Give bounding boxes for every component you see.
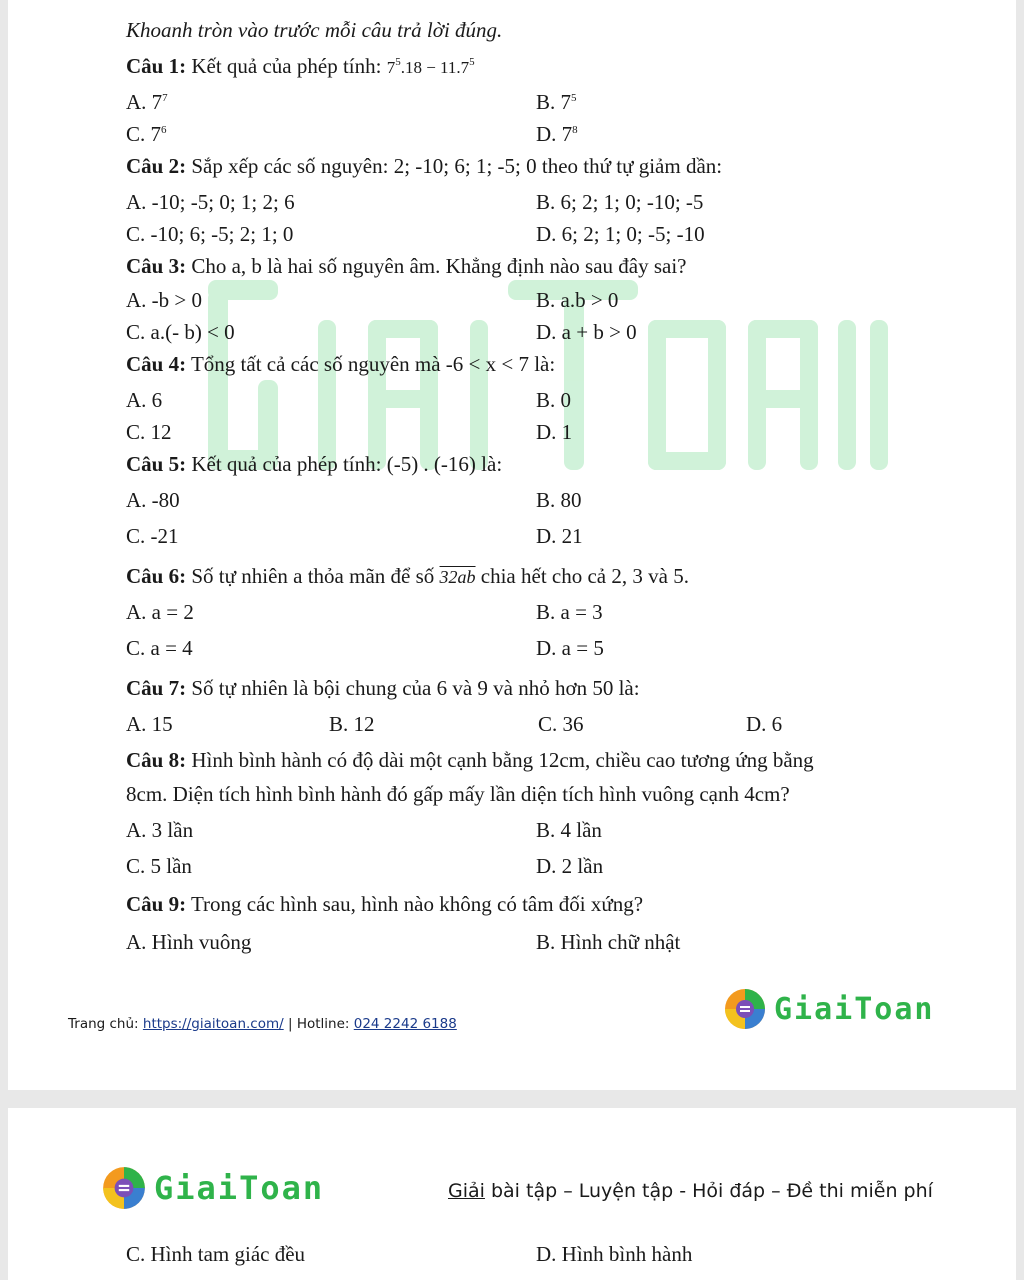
q7-option-b[interactable]: B. 12 (329, 712, 375, 736)
tagline-underlined[interactable]: Giải (448, 1180, 485, 1202)
question-3 (126, 254, 686, 278)
question-8 (126, 748, 814, 772)
q9-option-c[interactable]: C. Hình tam giác đều (126, 1242, 306, 1266)
q5-option-c[interactable]: C. -21 (126, 524, 179, 548)
document-page-1 (8, 0, 1016, 1090)
question-6-text-before: Số tự nhiên a thỏa mãn để số (191, 564, 435, 588)
q5-option-d[interactable]: D. 21 (536, 524, 583, 548)
q9-option-b[interactable]: B. Hình chữ nhật (536, 930, 681, 954)
q4-option-b[interactable]: B. 0 (536, 388, 572, 412)
q3-option-c[interactable]: C. a.(- b) < 0 (126, 320, 235, 344)
question-2-text: Sắp xếp các số nguyên: 2; -10; 6; 1; -5; 0 theo thứ tự giảm dần: (191, 154, 723, 178)
question-6-label: Câu 6: (126, 564, 187, 588)
q7-option-c[interactable]: C. 36 (538, 712, 584, 736)
q1-option-d[interactable]: D. $7^8$ (536, 122, 578, 146)
question-6-text-after: chia hết cho cả 2, 3 và 5. (480, 564, 689, 588)
question-7-text: Số tự nhiên là bội chung của 6 và 9 và nhỏ hơn 50 là: (191, 676, 640, 700)
q5-option-a[interactable]: A. -80 (126, 488, 180, 512)
q1-option-b[interactable]: B. $7^5$ (536, 90, 577, 114)
footer-hotline-label: | Hotline: (287, 1016, 350, 1032)
footer-logo-text: GiaiToan (774, 991, 935, 1027)
question-5-text: Kết quả của phép tính: (-5) . (-16) là: (191, 452, 503, 476)
footer-home-link[interactable]: https://giaitoan.com/ (142, 1016, 284, 1032)
q2-option-d[interactable]: D. 6; 2; 1; 0; -5; -10 (536, 222, 705, 246)
page-footer (68, 1016, 457, 1032)
instruction-text: Khoanh tròn vào trước mỗi câu trả lời đúng. (126, 18, 503, 42)
q7-option-a[interactable]: A. 15 (126, 712, 173, 736)
q1-expr-exp: 5 (395, 56, 401, 68)
q3-option-b[interactable]: B. a.b > 0 (536, 288, 619, 312)
question-9-text: Trong các hình sau, hình nào không có tâm đối xứng? (190, 892, 644, 916)
q3-option-d[interactable]: D. a + b > 0 (536, 320, 637, 344)
q6-option-c[interactable]: C. a = 4 (126, 636, 193, 660)
q6-overlined-number: 32ab (439, 567, 476, 587)
q6-option-d[interactable]: D. a = 5 (536, 636, 604, 660)
question-6 (126, 564, 689, 589)
giaitoan-logo-icon (722, 986, 768, 1032)
q4-option-c[interactable]: C. 12 (126, 420, 172, 444)
question-4-label: Câu 4: (126, 352, 187, 376)
q2-option-a[interactable]: A. -10; -5; 0; 1; 2; 6 (126, 190, 295, 214)
question-9-label: Câu 9: (126, 892, 187, 916)
question-4 (126, 352, 555, 376)
question-3-label: Câu 3: (126, 254, 187, 278)
document-page-2 (8, 1108, 1016, 1280)
question-2 (126, 154, 722, 178)
q2-option-b[interactable]: B. 6; 2; 1; 0; -10; -5 (536, 190, 704, 214)
q8-option-b[interactable]: B. 4 lần (536, 818, 602, 842)
q2-option-c[interactable]: C. -10; 6; -5; 2; 1; 0 (126, 222, 294, 246)
q5-option-b[interactable]: B. 80 (536, 488, 582, 512)
question-1 (126, 54, 475, 80)
question-5-label: Câu 5: (126, 452, 187, 476)
q4-option-a[interactable]: A. 6 (126, 388, 163, 412)
q6-option-a[interactable]: A. a = 2 (126, 600, 194, 624)
question-8-line2: 8cm. Diện tích hình bình hành đó gấp mấy lần diện tích hình vuông cạnh 4cm? (126, 782, 790, 806)
question-3-text: Cho a, b là hai số nguyên âm. Khẳng định nào sau đây sai? (191, 254, 687, 278)
q7-option-d[interactable]: D. 6 (746, 712, 783, 736)
header-tagline (448, 1180, 933, 1202)
q1-option-c[interactable]: C. $7^6$ (126, 122, 167, 146)
question-8-text-line1: Hình bình hành có độ dài một cạnh bằng 12cm, chiều cao tương ứng bằng (191, 748, 814, 772)
q3-option-a[interactable]: A. -b > 0 (126, 288, 203, 312)
q8-option-a[interactable]: A. 3 lần (126, 818, 194, 842)
q8-option-d[interactable]: D. 2 lần (536, 854, 604, 878)
question-8-label: Câu 8: (126, 748, 187, 772)
question-7-label: Câu 7: (126, 676, 187, 700)
q6-option-b[interactable]: B. a = 3 (536, 600, 603, 624)
question-1-label: Câu 1: (126, 54, 187, 78)
footer-hotline-link[interactable]: 024 2242 6188 (353, 1016, 457, 1032)
q8-option-c[interactable]: C. 5 lần (126, 854, 192, 878)
question-9 (126, 892, 643, 916)
q9-option-a[interactable]: A. Hình vuông (126, 930, 252, 954)
tagline-rest: bài tập – Luyện tập - Hỏi đáp – Đề thi miễn phí (484, 1180, 933, 1202)
question-7 (126, 676, 640, 700)
q4-option-d[interactable]: D. 1 (536, 420, 573, 444)
giaitoan-logo-icon-header (100, 1164, 148, 1212)
q1-option-a[interactable]: A. $7^7$ (126, 90, 168, 114)
q9-option-d[interactable]: D. Hình bình hành (536, 1242, 693, 1266)
q1-expr-exp2: 5 (469, 56, 475, 68)
footer-home-label: Trang chủ: (68, 1016, 139, 1032)
question-1-text: Kết quả của phép tính: (191, 54, 382, 78)
question-5 (126, 452, 502, 476)
question-2-label: Câu 2: (126, 154, 187, 178)
question-4-text: Tổng tất cả các số nguyên mà -6 < x < 7 là: (190, 352, 556, 376)
header-logo[interactable] (100, 1164, 324, 1212)
q1-expr-base: 7 (386, 58, 396, 77)
footer-logo[interactable] (722, 986, 935, 1032)
header-logo-text: GiaiToan (154, 1169, 325, 1207)
q1-expr-rest: .18 − 11.7 (400, 58, 470, 77)
